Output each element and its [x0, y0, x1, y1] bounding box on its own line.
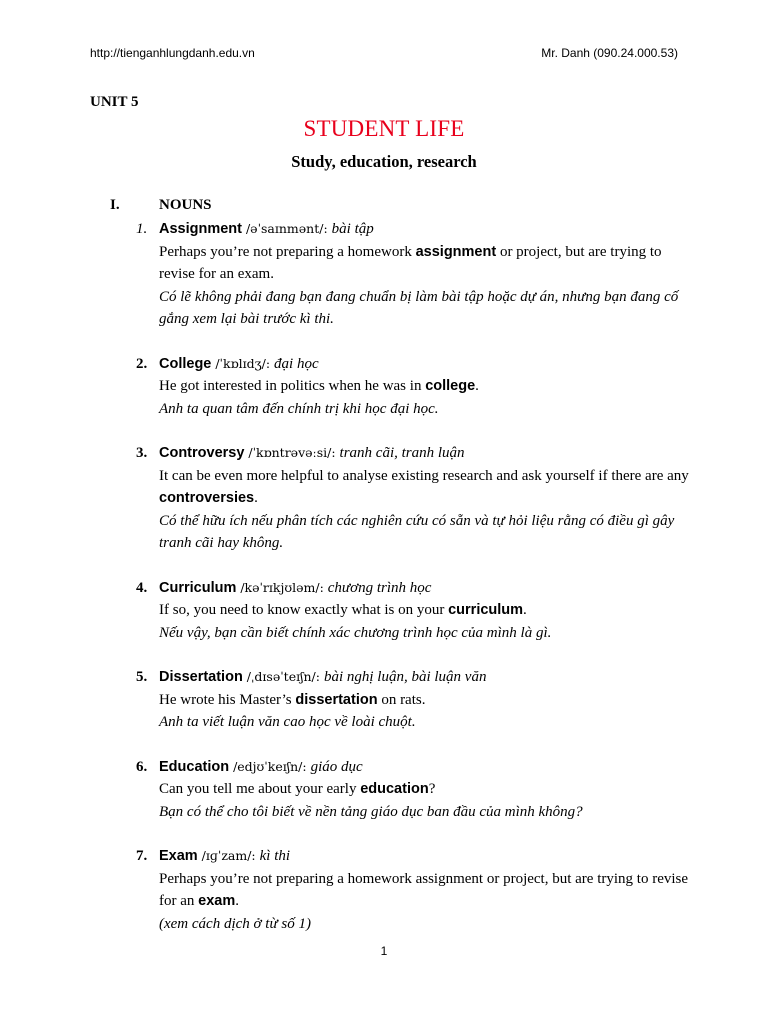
entry-example-en — [159, 241, 690, 286]
entry-ipa: /ɪɡˈzam/: — [197, 848, 260, 863]
example-keyword: curriculum — [448, 602, 524, 618]
entry-index: 3. — [136, 445, 148, 461]
entry-index: 2. — [136, 355, 148, 372]
example-text: or project, but are trying to revise for an exam. — [159, 243, 662, 282]
entry-word: Dissertation — [159, 669, 243, 685]
entry-example-vi: Anh ta viết luận văn cao học về loài chuột. — [159, 714, 416, 730]
section-number: I. — [110, 197, 120, 213]
example-text: ? — [428, 781, 436, 797]
vocab-entry — [110, 218, 690, 331]
example-keyword: dissertation — [295, 691, 378, 708]
entry-example-vi: Bạn có thể cho tôi biết về nền tảng giáo dục ban đầu của mình không? — [159, 803, 583, 820]
page-header — [90, 46, 678, 66]
example-text: . — [523, 602, 527, 618]
page-subtitle: Study, education, research — [291, 152, 477, 171]
entry-index: 1. — [136, 221, 148, 237]
vocab-entry — [110, 442, 690, 555]
example-text: . — [235, 893, 239, 909]
entry-index: 7. — [136, 848, 148, 864]
section-label: NOUNS — [159, 197, 212, 213]
entry-example-vi: Có thể hữu ích nếu phân tích các nghiên cứu có sẵn và tự hỏi liệu rằng có điều gì gây tranh cãi hay không. — [159, 512, 675, 551]
entry-example-en — [159, 778, 690, 801]
entry-index: 6. — [136, 758, 148, 775]
entry-word: Curriculum — [159, 579, 237, 596]
vocab-entry — [110, 353, 690, 421]
entry-meaning: bài nghị luận, bài luận văn — [323, 669, 487, 685]
entry-index: 4. — [136, 579, 148, 596]
entry-headline — [159, 442, 690, 465]
entry-meaning: kì thi — [259, 848, 291, 864]
entry-meaning: giáo dục — [310, 758, 363, 775]
vocab-entry — [110, 577, 690, 645]
entry-index: 5. — [136, 669, 148, 685]
example-text: . — [475, 378, 479, 394]
unit-label: UNIT 5 — [90, 94, 139, 110]
entry-example-vi: Anh ta quan tâm đến chính trị khi học đại học. — [159, 400, 439, 417]
entry-example-vi: Có lẽ không phải đang bạn đang chuẩn bị làm bài tập hoặc dự án, nhưng bạn đang cố gắng xem lại bài trước kì thi. — [159, 288, 679, 327]
example-keyword: assignment — [415, 243, 497, 260]
entry-example-en — [159, 868, 690, 913]
page-title: STUDENT LIFE — [303, 116, 465, 141]
example-text: on rats. — [377, 691, 426, 708]
example-keyword: education — [360, 781, 429, 797]
entry-ipa: /ˈkɒlɪdʒ/: — [211, 355, 275, 371]
vocab-entry — [110, 756, 690, 824]
example-keyword: controversies — [159, 490, 255, 506]
entry-word: Education — [159, 758, 230, 775]
entry-ipa: /ˌdɪsəˈteɪʃn/: — [242, 669, 324, 684]
example-keyword: college — [425, 378, 476, 394]
entry-ipa: /kəˈrɪkjʊləm/: — [236, 579, 328, 595]
entry-headline — [159, 756, 690, 779]
example-text: Can you tell me about your early — [159, 781, 361, 797]
example-keyword: exam — [198, 893, 236, 909]
entry-meaning: chương trình học — [327, 579, 432, 596]
entry-word: Controversy — [159, 445, 245, 461]
entry-ipa: /əˈsaɪnmənt/: — [242, 221, 332, 236]
entry-headline — [159, 845, 690, 868]
example-text: If so, you need to know exactly what is on your — [159, 602, 449, 618]
example-text: It can be even more helpful to analyse existing research and ask yourself if there are any — [159, 467, 689, 484]
section-heading — [110, 197, 212, 214]
entry-example-vi: (xem cách dịch ở từ số 1) — [159, 915, 311, 932]
entry-example-en — [159, 599, 690, 622]
page-number: 1 — [380, 944, 388, 958]
entry-word: Exam — [159, 848, 198, 864]
example-text: Perhaps you’re not preparing a homework assignment or project, but are trying to revise for an — [159, 870, 689, 909]
example-text: He got interested in politics when he was in — [159, 378, 426, 394]
entry-example-en — [159, 465, 690, 510]
vocabulary-list — [110, 218, 690, 957]
example-text: . — [254, 490, 258, 506]
website-url: http://tienganhlungdanh.edu.vn — [90, 46, 255, 60]
entry-headline — [159, 666, 690, 689]
entry-headline — [159, 218, 690, 241]
entry-example-vi: Nếu vậy, bạn cần biết chính xác chương trình học của mình là gì. — [159, 624, 552, 641]
vocab-entry — [110, 666, 690, 734]
example-text: Perhaps you’re not preparing a homework — [159, 243, 416, 260]
entry-ipa: /edjʊˈkeɪʃn/: — [229, 758, 311, 774]
entry-example-en — [159, 375, 690, 398]
entry-word: Assignment — [159, 221, 242, 237]
example-text: He wrote his Master’s — [159, 691, 296, 708]
entry-headline — [159, 577, 690, 600]
entry-headline — [159, 353, 690, 376]
entry-meaning: tranh cãi, tranh luận — [339, 445, 465, 461]
author-contact: Mr. Danh (090.24.000.53) — [541, 46, 678, 60]
entry-ipa: /ˈkɒntrəvəːsi/: — [244, 445, 340, 460]
entry-example-en — [159, 689, 690, 712]
entry-meaning: bài tập — [331, 221, 374, 237]
entry-word: College — [159, 355, 212, 372]
entry-meaning: đại học — [274, 355, 319, 372]
vocab-entry — [110, 845, 690, 935]
